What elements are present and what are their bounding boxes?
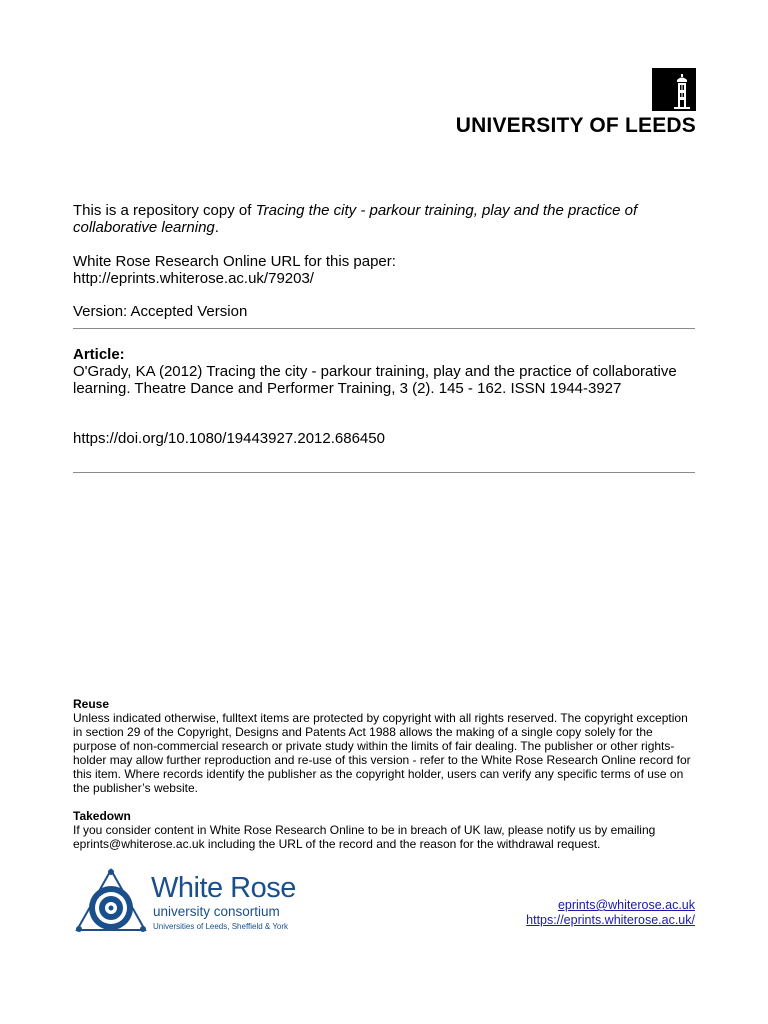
white-rose-name: White Rose bbox=[151, 872, 296, 904]
intro-suffix: . bbox=[214, 219, 219, 236]
website-link[interactable]: https://eprints.whiterose.ac.uk/ bbox=[526, 913, 695, 927]
takedown-text: If you consider content in White Rose Research Online to be in breach of UK law, please notify us by emailing eprints@whiterose.ac.uk including the URL of the record and the reason for the withdrawal request. bbox=[73, 823, 656, 851]
university-name: UNIVERSITY OF LEEDS bbox=[455, 114, 696, 137]
version-text: Version: Accepted Version bbox=[73, 303, 248, 320]
article-citation: O'Grady, KA (2012) Tracing the city - parkour training, play and the practice of collaborative learning. Theatre Dance and Performer Training, 3 (2). 145 - 162. ISSN 1944-3927 bbox=[73, 363, 677, 397]
intro-prefix: This is a repository copy of bbox=[73, 202, 256, 219]
paper-url[interactable]: http://eprints.whiterose.ac.uk/79203/ bbox=[73, 270, 314, 287]
article-heading: Article: bbox=[73, 346, 125, 363]
reuse-heading: Reuse bbox=[73, 697, 110, 711]
divider bbox=[73, 328, 695, 329]
email-link[interactable]: eprints@whiterose.ac.uk bbox=[557, 898, 695, 912]
reuse-text: Unless indicated otherwise, fulltext items are protected by copyright with all rights reserved. The copyright exception in section 29 of the Copyright, Designs and Patents Act 1988 allows the making of a single copy solely for the purpose of non-commercial research or private study within the limits of fair dealing. The publisher or other rights-holder may allow further reproduction and re-use of this version - refer to the White Rose Research Online record for this item. Where records identify the publisher as the copyright holder, users can verify any specific terms of use on the publisher’s website. bbox=[73, 711, 691, 795]
article-doi[interactable]: https://doi.org/10.1080/19443927.2012.686450 bbox=[73, 430, 385, 447]
white-rose-universities: Universities of Leeds, Sheffield & York bbox=[153, 922, 289, 931]
white-rose-logo bbox=[75, 868, 295, 936]
white-rose-emblem-icon bbox=[75, 868, 147, 934]
url-label: White Rose Research Online URL for this paper: bbox=[73, 253, 396, 270]
divider bbox=[73, 472, 695, 473]
white-rose-subtitle: university consortium bbox=[153, 904, 280, 919]
article-block bbox=[73, 346, 695, 397]
takedown-section bbox=[73, 809, 695, 851]
university-of-leeds-logo bbox=[452, 68, 696, 138]
paper-title: Tracing the city - parkour training, play and the practice of collaborative learning bbox=[73, 202, 638, 236]
url-block bbox=[73, 253, 693, 287]
leeds-tower-crest-icon bbox=[652, 68, 696, 111]
reuse-section bbox=[73, 697, 695, 795]
repository-intro bbox=[73, 202, 693, 236]
contact-links bbox=[526, 898, 695, 928]
takedown-heading: Takedown bbox=[73, 809, 131, 823]
